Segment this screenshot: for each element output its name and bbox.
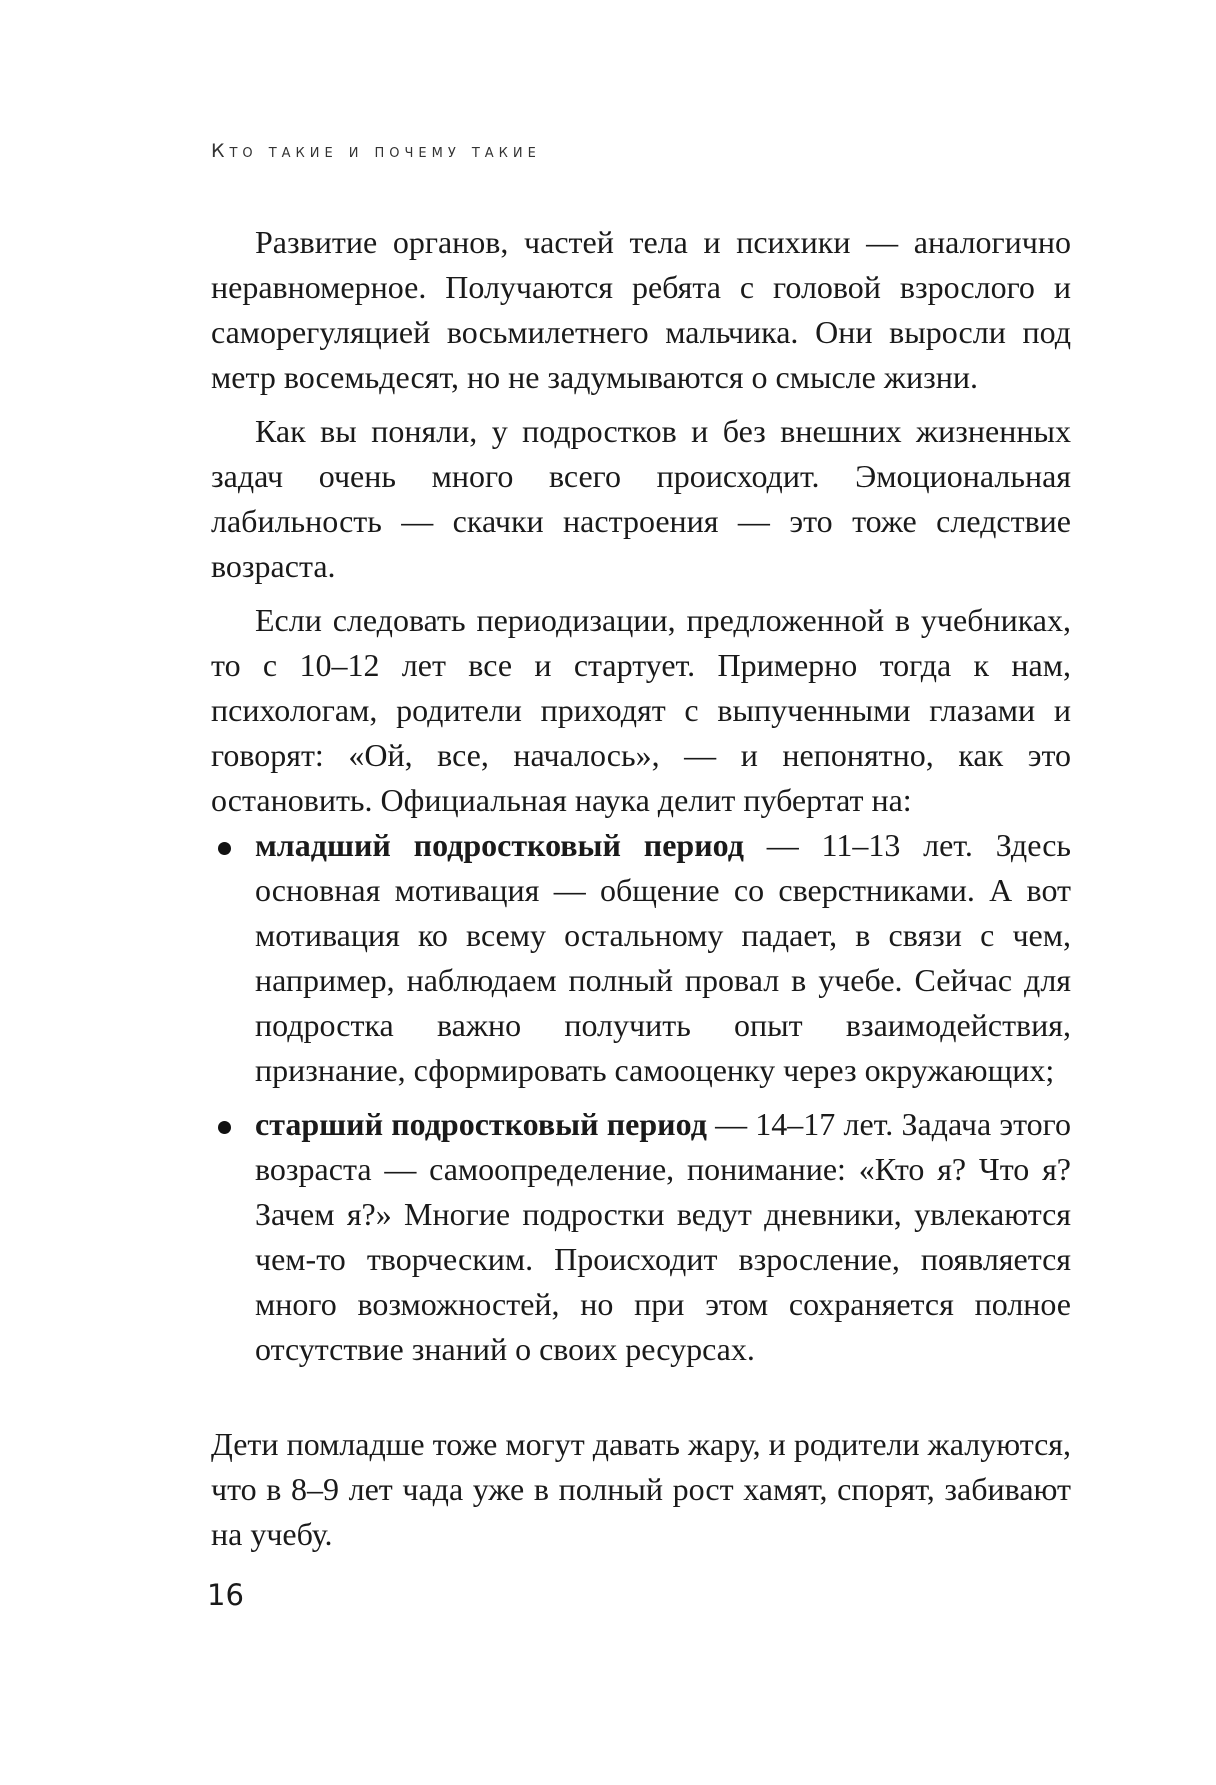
running-head: Кто такие и почему такие: [211, 140, 541, 162]
bullet-dot-icon: [218, 842, 231, 855]
list-item-text: — 11–13 лет. Здесь основная мотивация — общение со сверстниками. А вот мотивация ко всему остальному падает, в связи с чем, например, наблюдаем полный провал в учебе. Сейчас для подростка важно получить опыт взаимодействия, признание, сформировать самооценку через окружающих;: [255, 827, 1072, 1088]
paragraph-2: Как вы поняли, у подростков и без внешних жизненных задач очень много всего происходит. Эмоциональная лабильность — скачки настроения — это тоже следствие возраста.: [211, 413, 1071, 584]
list-item: [211, 1102, 1071, 1372]
list-item-term: младший подростковый период: [255, 827, 744, 863]
paragraph-1: Развитие органов, частей тела и психики — аналогично неравномерное. Получаются ребята с головой взрослого и саморегуляцией восьмилетнего мальчика. Они выросли под метр восемьдесят, но не задумываются о смысле жизни.: [211, 224, 1071, 395]
bullet-dot-icon: [218, 1121, 231, 1134]
closing-paragraph: Дети помладше тоже могут давать жару, и родители жалуются, что в 8–9 лет чада уже в полный рост хамят, спорят, забивают на учебу.: [211, 1426, 1071, 1552]
puberty-periods-list: [211, 823, 1071, 1372]
page-number: 16: [207, 1578, 244, 1612]
list-item-text: — 14–17 лет. Задача этого возраста — самоопределение, понимание: «Кто я? Что я? Зачем я?» Многие подростки ведут дневники, увлекаются чем-то творческим. Происходит взросление, появляется много возможностей, но при этом сохраняется полное отсутствие знаний о своих ресурсах.: [255, 1106, 1072, 1367]
paragraph-3: Если следовать периодизации, предложенной в учебниках, то с 10–12 лет все и стартует. Примерно тогда к нам, психологам, родители приходят с выпученными глазами и говорят: «Ой, все, началось», — и непонятно, как это остановить. Официальная наука делит пубертат на:: [211, 602, 1071, 818]
body-text: [211, 220, 1071, 1557]
list-item-term: старший подростковый период: [255, 1106, 707, 1142]
list-item: [211, 823, 1071, 1093]
